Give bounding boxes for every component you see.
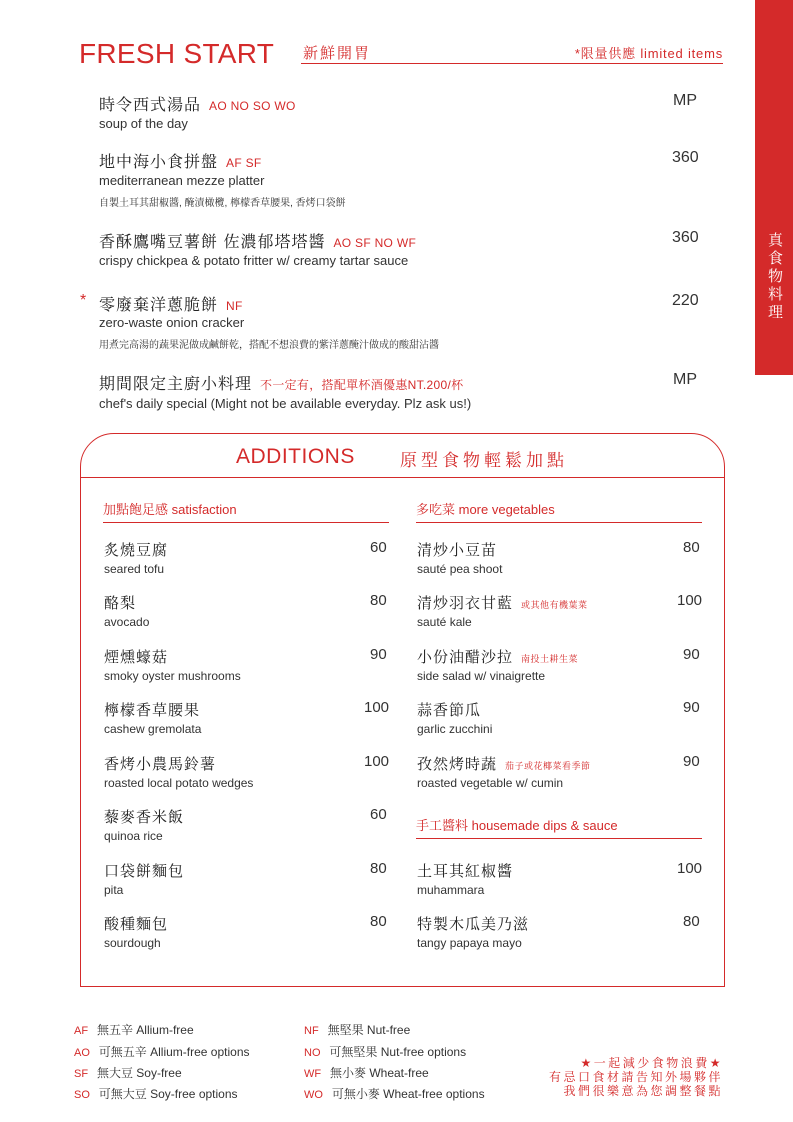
addition-item-en: seared tofu — [104, 562, 165, 576]
addition-item-row — [417, 699, 481, 720]
addition-item-row — [417, 592, 588, 613]
side-tab — [755, 0, 793, 375]
addition-item-name: 藜麥香米飯 — [104, 809, 185, 826]
item-name-zh: 零廢棄洋蔥脆餅 — [99, 297, 219, 314]
item-price: 360 — [672, 229, 699, 246]
addition-item-en: pita — [104, 883, 124, 897]
item-diet-codes: AF SF — [226, 156, 262, 170]
addition-item-price: 80 — [370, 860, 387, 877]
item-name-zh: 地中海小食拼盤 — [99, 154, 219, 171]
menu-item-fritter — [99, 229, 416, 252]
addition-item-en: smoky oyster mushrooms — [104, 669, 241, 683]
addition-item-name: 清炒小豆苗 — [417, 542, 498, 559]
addition-item-name: 土耳其紅椒醬 — [417, 863, 514, 880]
addition-item-en: sauté kale — [417, 615, 472, 629]
addition-item-en: quinoa rice — [104, 829, 163, 843]
item-description: 自製土耳其甜椒醬, 醃漬橄欖, 檸檬香草腰果, 香烤口袋餅 — [99, 198, 346, 209]
food-waste-note-line3: 我們很樂意為您調整餐點 — [563, 1084, 723, 1098]
addition-item-price: 80 — [370, 913, 387, 930]
page-title-zh: 新鮮開胃 — [303, 45, 372, 62]
item-note: 不一定有，搭配單杯酒優惠NT.200/杯 — [260, 378, 464, 392]
addition-item-price: 90 — [683, 753, 700, 770]
legend-entry: AF 無五辛 Allium-free — [74, 1023, 194, 1037]
section-divider — [103, 522, 389, 523]
additions-title: ADDITIONS — [236, 445, 355, 468]
item-name-zh: 香酥鷹嘴豆薯餅 佐濃郁塔塔醬 — [99, 234, 326, 251]
legend-entry: AO 可無五辛 Allium-free options — [74, 1045, 250, 1059]
addition-item-price: 90 — [683, 646, 700, 663]
legend-entry: SF 無大豆 Soy-free — [74, 1066, 182, 1080]
addition-item-name: 酸種麵包 — [104, 916, 169, 933]
addition-item-en: roasted vegetable w/ cumin — [417, 776, 564, 790]
item-diet-codes: AO SF NO WF — [333, 236, 417, 250]
addition-item-price: 60 — [370, 806, 387, 823]
food-waste-note-line2: 有忌口食材請告知外場夥伴 — [548, 1070, 723, 1084]
addition-item-price: 80 — [683, 539, 700, 556]
item-price: MP — [673, 371, 697, 388]
addition-item-name: 煙燻蠔菇 — [104, 649, 169, 666]
item-name-en: soup of the day — [99, 116, 188, 131]
section-divider — [416, 522, 702, 523]
item-diet-codes: NF — [226, 299, 243, 313]
addition-item-name: 酪梨 — [104, 595, 137, 612]
legend-entry: WO 可無小麥 Wheat-free options — [304, 1087, 485, 1101]
addition-item-price: 100 — [677, 592, 703, 609]
addition-item-price: 100 — [364, 753, 390, 770]
addition-item-name: 口袋餅麵包 — [104, 863, 185, 880]
addition-item-name: 炙燒豆腐 — [104, 542, 169, 559]
addition-item-name: 孜然烤時蔬 — [417, 756, 498, 773]
addition-item-price: 100 — [677, 860, 703, 877]
additions-title-zh: 原型食物輕鬆加點 — [400, 451, 568, 470]
section-divider — [416, 838, 702, 839]
addition-item-price: 60 — [370, 539, 387, 556]
header-divider — [301, 63, 723, 64]
section-header-vegetables: 多吃菜 more vegetables — [416, 502, 555, 517]
item-name-en: crispy chickpea & potato fritter w/ creamy tartar sauce — [99, 253, 409, 268]
section-header-dips: 手工醬料 housemade dips & sauce — [416, 818, 618, 833]
addition-item-en: roasted local potato wedges — [104, 776, 254, 790]
item-price: 220 — [672, 292, 699, 309]
addition-item-name: 蒜香節瓜 — [417, 702, 482, 719]
menu-item-onion-cracker — [99, 292, 243, 315]
addition-item-en: tangy papaya mayo — [417, 936, 522, 950]
item-name-en: zero-waste onion cracker — [99, 315, 245, 330]
addition-item-row — [417, 646, 578, 667]
addition-item-en: cashew gremolata — [104, 722, 202, 736]
item-name-zh: 時令西式湯品 — [99, 97, 202, 114]
limited-items-note: *限量供應 limited items — [574, 46, 723, 61]
addition-item-note: 茄子或花椰菜看季節 — [505, 761, 591, 771]
item-price: 360 — [672, 149, 699, 166]
food-waste-note-line1: ★一起減少食物浪費★ — [580, 1056, 723, 1070]
side-tab-label: 真食物料理 — [766, 232, 783, 322]
addition-item-en: muhammara — [417, 883, 485, 897]
addition-item-name: 香烤小農馬鈴薯 — [104, 756, 217, 773]
addition-item-en: sourdough — [104, 936, 161, 950]
legend-entry: NF 無堅果 Nut-free — [304, 1023, 411, 1037]
page-title: FRESH START — [79, 38, 275, 69]
item-name-en: chef's daily special (Might not be available everyday. Plz ask us!) — [99, 396, 472, 411]
addition-item-price: 90 — [370, 646, 387, 663]
addition-item-name: 檸檬香草腰果 — [104, 702, 201, 719]
addition-item-en: garlic zucchini — [417, 722, 493, 736]
item-name-zh: 期間限定主廚小料理 — [99, 376, 253, 393]
legend-entry: NO 可無堅果 Nut-free options — [304, 1045, 467, 1059]
addition-item-name: 特製木瓜美乃滋 — [417, 916, 530, 933]
addition-item-price: 90 — [683, 699, 700, 716]
addition-item-price: 100 — [364, 699, 390, 716]
addition-item-name: 清炒羽衣甘藍 — [417, 595, 514, 612]
additions-title-divider — [81, 477, 724, 478]
menu-item-mezze — [99, 149, 262, 172]
menu-item-soup — [99, 92, 296, 115]
addition-item-price: 80 — [683, 913, 700, 930]
item-diet-codes: AO NO SO WO — [209, 99, 296, 113]
addition-item-en: sauté pea shoot — [417, 562, 503, 576]
addition-item-en: side salad w/ vinaigrette — [417, 669, 546, 683]
legend-entry: WF 無小麥 Wheat-free — [304, 1066, 429, 1080]
star-marker: * — [80, 292, 87, 309]
addition-item-note: 或其他有機葉菜 — [521, 600, 588, 610]
addition-item-row — [417, 753, 591, 774]
section-header-satisfaction: 加點飽足感 satisfaction — [103, 502, 237, 517]
item-name-en: mediterranean mezze platter — [99, 173, 265, 188]
menu-item-chef-special — [99, 371, 463, 394]
item-price: MP — [673, 92, 697, 109]
item-description: 用煮完高湯的蔬果泥做成鹹餅乾，搭配不想浪費的紫洋蔥醃汁做成的酸甜沾醬 — [99, 340, 439, 351]
legend-entry: SO 可無大豆 Soy-free options — [74, 1087, 238, 1101]
addition-item-price: 80 — [370, 592, 387, 609]
addition-item-name: 小份油醋沙拉 — [417, 649, 514, 666]
addition-item-row — [417, 539, 497, 560]
addition-item-en: avocado — [104, 615, 150, 629]
addition-item-note: 南投土耕生菜 — [521, 654, 579, 664]
